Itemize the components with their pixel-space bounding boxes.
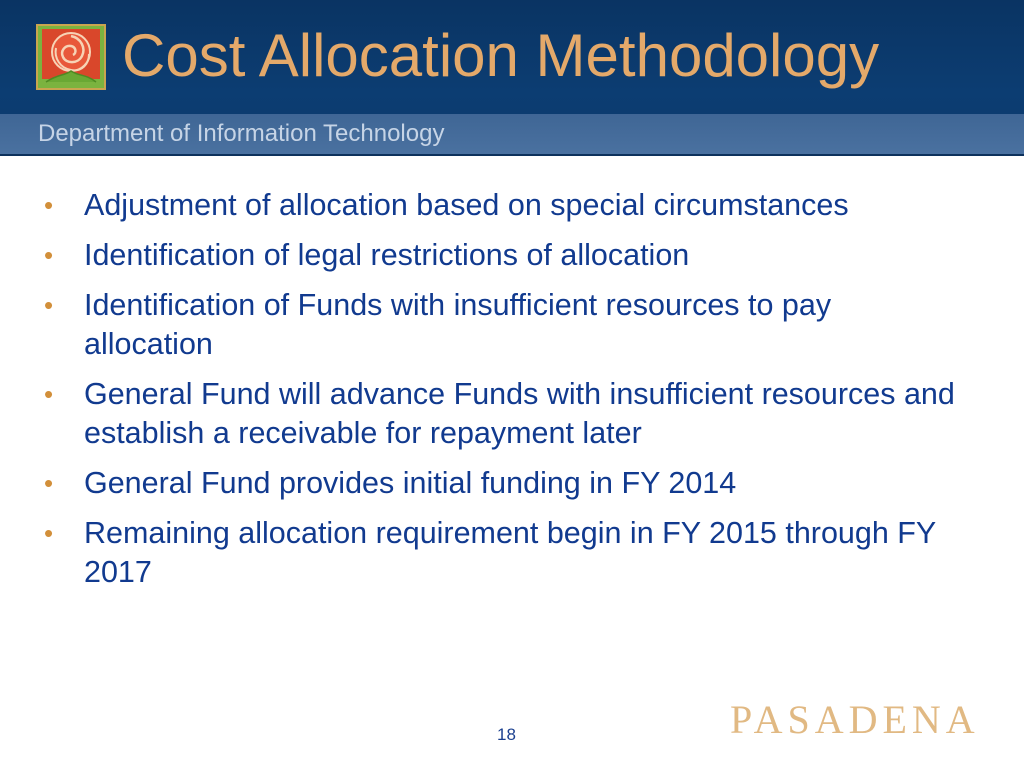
bullet-icon: •: [44, 468, 54, 498]
bullet-icon: •: [44, 240, 54, 270]
bullet-list: [44, 186, 964, 592]
bullet-text: Identification of Funds with insufficient resources to pay allocation: [84, 288, 832, 361]
bullet-text: Adjustment of allocation based on special circumstances: [84, 188, 849, 222]
slide-header: [0, 0, 1024, 156]
list-item: [44, 286, 964, 364]
subtitle-bar: [0, 114, 1024, 154]
bullet-icon: •: [44, 290, 54, 320]
bullet-text: General Fund will advance Funds with insufficient resources and establish a receivable for repayment later: [84, 377, 955, 450]
department-subtitle: Department of Information Technology: [38, 120, 445, 147]
bullet-text: Identification of legal restrictions of allocation: [84, 238, 690, 272]
slide-content: [44, 186, 964, 603]
bullet-text: General Fund provides initial funding in FY 2014: [84, 466, 737, 500]
list-item: [44, 236, 964, 275]
slide-title: Cost Allocation Methodology: [122, 22, 880, 89]
list-item: [44, 514, 964, 592]
list-item: [44, 464, 964, 503]
bullet-icon: •: [44, 190, 54, 220]
bullet-text: Remaining allocation requirement begin in FY 2015 through FY 2017: [84, 516, 936, 589]
list-item: [44, 375, 964, 453]
page-number: 18: [497, 725, 516, 744]
bullet-icon: •: [44, 379, 54, 409]
pasadena-wordmark: PASADENA: [730, 697, 980, 742]
list-item: [44, 186, 964, 225]
rose-logo-icon: [36, 24, 106, 90]
bullet-icon: •: [44, 518, 54, 548]
